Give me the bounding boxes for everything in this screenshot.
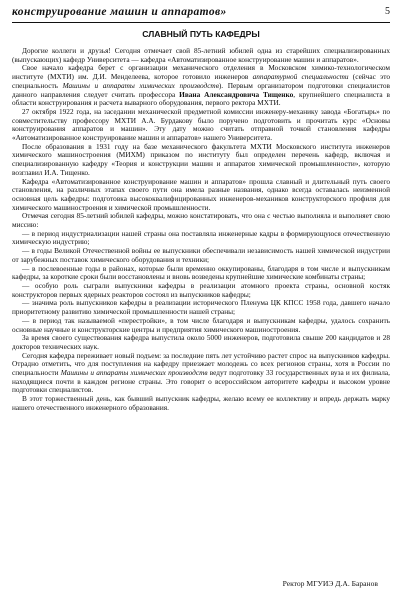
paragraph-origin (12, 64, 390, 108)
list-item-industrialization: — в период индустриализации нашей страны она поставляла инженерные кадры в формирующуюся отечественную химическую индустрию; (12, 228, 390, 247)
paragraph-mikhm: После образования в 1931 году на базе механического факультета МХТИ Московского института инженеров химического машиностроения (МИХМ) приказом по институту был определен перечень кафедр, включая и специализированную кафедру «Теория и конструкции машин и аппаратов химической промышленности», которую возглавил И.А. Тищенко. (12, 141, 390, 177)
italic-run: Машины и аппараты химических производств (62, 80, 219, 90)
running-header (12, 6, 390, 22)
list-item-perestroika: — в период так называемой «перестройки», в том числе благодаря и выпускникам кафедры, удалось сохранить основные научные и конструкторские центры и предприятия химического машиностроения. (12, 315, 390, 334)
text-run: (сейчас это специальность (12, 72, 390, 90)
paragraph-mission: Кафедра «Автоматизированное конструирование машин и аппаратов» прошла славный и длительный путь своего становления, на различных этапах своего пути она имела разные названия, однако всегда оставалась неизменной основная цель кафедры: подготовка высококвалифицированных инженеров-механиков конструкторского профиля для химического машиностроения и химической промышленности. (12, 176, 390, 212)
paragraph-anniversary: Отмечая сегодня 85-летний юбилей кафедры, можно констатировать, что она с честью выполняла и выполняет свою миссию: (12, 211, 390, 230)
text-run: ведут подготовку 33 государственных вуза и их филиала, находящиеся почти в каждом регионе страны. Это говорит о всероссийском авторитете кафедры и высоком уровне подготовки специалистов. (12, 368, 390, 395)
bold-run: Ивана Александровича Тищенко (179, 89, 294, 99)
signature: Ректор МГУИЭ Д.А. Баранов (282, 579, 378, 588)
paragraph-closing-wish: В этот торжественный день, как бывший выпускник кафедры, желаю всему ее коллективу и впредь держать марку нашего отечественного инженерного образования. (12, 394, 390, 412)
article-title: СЛАВНЫЙ ПУТЬ КАФЕДРЫ (142, 29, 260, 39)
text-run: ). Первым организатором подготовки специалистов данного направления следует считать профессора (12, 80, 390, 99)
list-item-war-years: — в годы Великой Отечественной войны ее выпускники обеспечивали независимость нашей химической индустрии от зарубежных поставок химического оборудования и техники; (12, 246, 390, 264)
text-run: , крупнейшего специалиста в области конструирования и расчета выварного оборудования, первого ректора МХТИ. (12, 89, 390, 108)
list-item-atomic-project: — особую роль сыграли выпускники кафедры в реализации атомного проекта страны, основной костяк конструкторов первых ядерных реакторов состоял из выпускников кафедры; (12, 280, 390, 299)
italic-run: Машины и аппараты химических производств (60, 368, 208, 378)
header-rule (12, 22, 390, 23)
paragraph-founding-date: 27 октября 1922 года, на заседании механической предметной комиссии инженеру-механику завода «Богатырь» по совместительству профессору МХТИ А.А. Бурдакову было поручено подготовить и прочитать курс «Основы конструирования аппаратов и машин». Эту дату можно считать отправной точкой становления кафедры «Автоматизированное конструирование машин и аппаратов» нашего Университета. (12, 106, 390, 143)
paragraph-graduates: За время своего существования кафедра выпустила около 5000 инженеров, подготовила свыше 200 кандидатов и 28 докторов технических наук. (12, 333, 390, 351)
italic-run: аппаратурной специальности (252, 72, 349, 82)
list-item-post-war: — в послевоенные годы в районах, которые были временно оккупированы, благодаря в том числе и выпускникам кафедры, за короткие сроки были восстановлены и вновь возведены крупнейшие химические комбинаты страны; (12, 263, 390, 282)
running-title: конструирование машин и аппаратов» (12, 6, 227, 18)
page-number: 5 (385, 6, 390, 17)
paragraph-greeting: Дорогие коллеги и друзья! Сегодня отмечает свой 85-летний юбилей одна из старейших специализированных (выпускающих) кафедр Университета — кафедра «Автоматизированное конструирование машин и аппаратов». (12, 46, 390, 64)
list-item-plenum-1958: — значима роль выпускников кафедры в реализации исторического Пленума ЦК КПСС 1958 года, давшего начало приоритетному развитию химической промышленности нашей страны; (12, 298, 390, 317)
paragraph-new-rise (12, 352, 390, 396)
text-run: Сегодня кафедра переживает новый подъем: за последние пять лет устойчиво растет спрос на выпускников кафедры. Отрадно отметить, что для поступления на кафедру приезжает молодежь со всех регионов страны, хотя в России по специальности (12, 350, 390, 378)
text-run: Свое начало кафедра берет с организации механического отделения в Московском химико-технологическом институте (МХТИ) им. Д.И. Менделеева, которое готовило инженеров (12, 63, 390, 82)
article-body (12, 47, 390, 413)
